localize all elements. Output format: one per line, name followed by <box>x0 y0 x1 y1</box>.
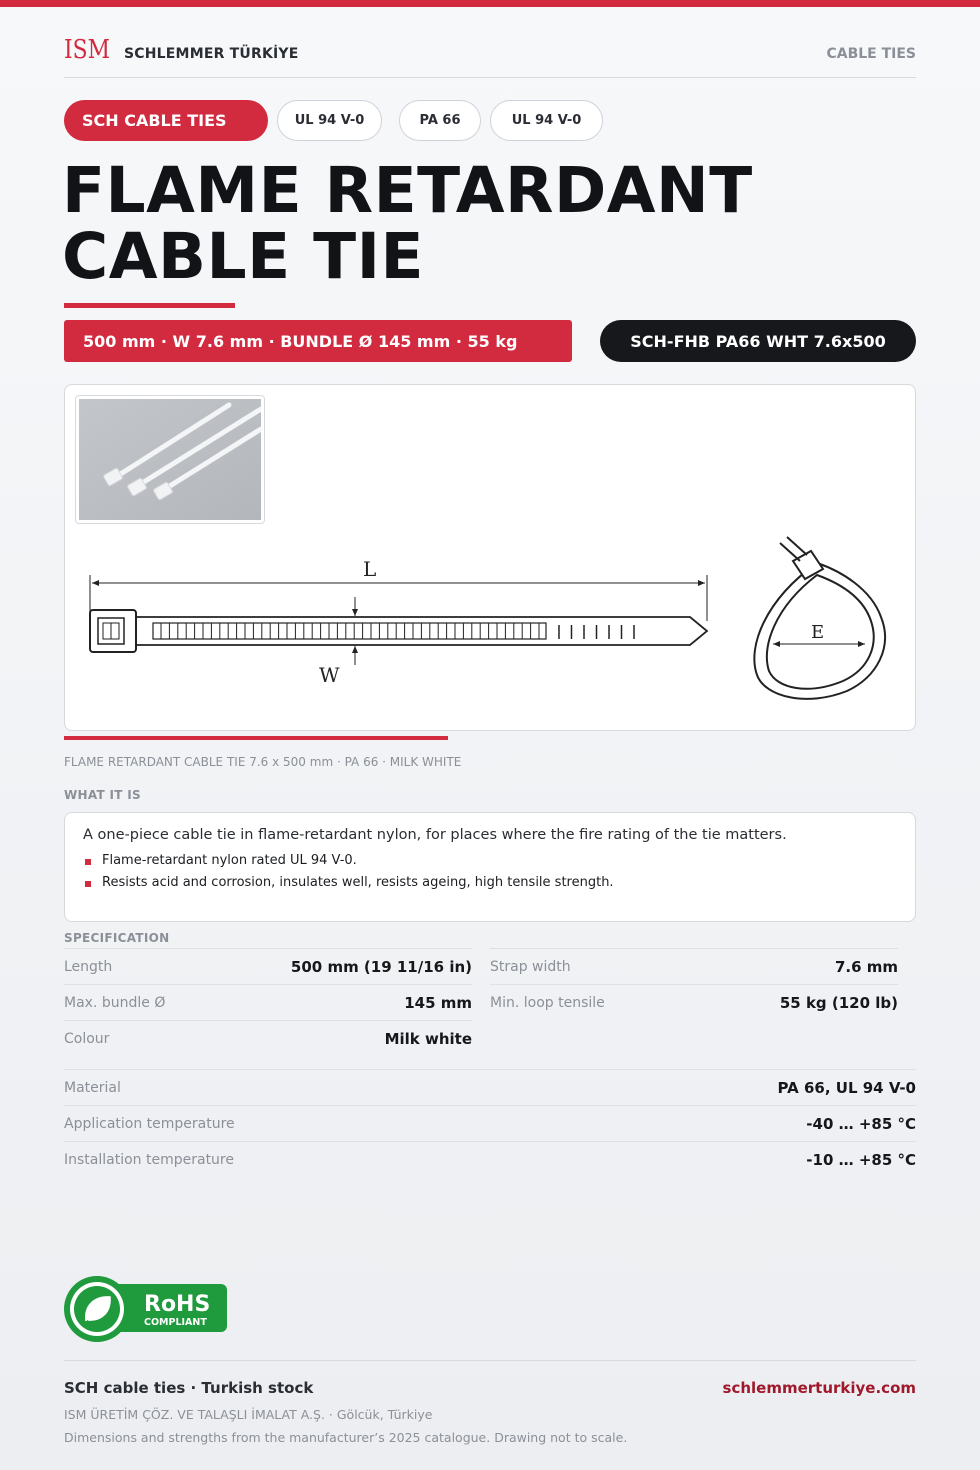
footer-product-line: SCH cable ties · Turkish stock <box>64 1379 314 1397</box>
spec-value: 145 mm <box>404 993 472 1012</box>
bundle-loop-icon <box>754 537 885 699</box>
spec-key: Application temperature <box>64 1115 235 1132</box>
spec-key: Min. loop tensile <box>490 994 605 1011</box>
spec-row-tensile <box>490 984 898 1020</box>
spec-row-bundle <box>64 984 472 1020</box>
tag-rating: UL 94 V-0 <box>277 100 382 141</box>
ism-logo-icon <box>64 28 114 66</box>
title-line-2: CABLE TIE <box>62 220 425 293</box>
spec-key: Strap width <box>490 958 571 975</box>
rohs-subtitle: COMPLIANT <box>144 1317 207 1328</box>
spec-key: Length <box>64 958 113 975</box>
spec-row-material <box>64 1069 916 1105</box>
description-lead: A one-piece cable tie in flame-retardant nylon, for places where the fire rating of the tie matters. <box>83 827 787 843</box>
tag-rating-2: UL 94 V-0 <box>490 100 603 141</box>
rohs-badge <box>64 1276 230 1342</box>
spec-key: Colour <box>64 1030 110 1047</box>
footer-website-link[interactable]: schlemmerturkiye.com <box>722 1379 916 1397</box>
figure-underline <box>64 736 448 740</box>
length-label: L <box>363 557 377 581</box>
tie-head-icon <box>90 610 136 652</box>
spec-value: 7.6 mm <box>834 957 898 976</box>
spec-value: 55 kg (120 lb) <box>779 993 898 1012</box>
spec-value: -10 … +85 °C <box>806 1150 916 1169</box>
feature-item: Flame-retardant nylon rated UL 94 V-0. <box>83 853 897 868</box>
feature-item: Resists acid and corrosion, insulates well, resists ageing, high tensile strength. <box>83 875 897 890</box>
page-footer <box>64 1360 916 1445</box>
width-label: W <box>319 663 340 687</box>
specification-heading: SPECIFICATION <box>64 931 170 945</box>
spec-value: 500 mm (19 11/16 in) <box>290 957 472 976</box>
logo-text: ISM <box>64 35 110 65</box>
spec-row-install-temp <box>64 1141 916 1177</box>
feature-list <box>83 853 897 890</box>
spec-row-app-temp <box>64 1105 916 1141</box>
rohs-title: RoHS <box>144 1292 211 1317</box>
spec-row-length <box>64 948 472 984</box>
product-code-badge: SCH-FHB PA66 WHT 7.6x500 <box>600 320 916 362</box>
spec-key: Material <box>64 1079 121 1096</box>
series-badge: SCH CABLE TIES <box>64 100 268 141</box>
figure-caption: FLAME RETARDANT CABLE TIE 7.6 x 500 mm · PA 66 · MILK WHITE <box>64 755 462 769</box>
spec-value: Milk white <box>384 1029 472 1048</box>
footer-company: ISM ÜRETİM ÇÖZ. VE TALAŞLI İMALAT A.Ş. · Gölcük, Türkiye <box>64 1407 433 1422</box>
description-card <box>64 812 916 922</box>
summary-bar: 500 mm · W 7.6 mm · BUNDLE Ø 145 mm · 55 kg <box>64 320 572 362</box>
top-accent-bar <box>0 0 980 7</box>
bundle-label: E <box>811 622 825 643</box>
spec-value: PA 66, UL 94 V-0 <box>777 1078 916 1097</box>
section-label: CABLE TIES <box>826 46 916 62</box>
spec-row-colour <box>64 1020 472 1056</box>
length-dimension <box>90 575 707 621</box>
spec-value: -40 … +85 °C <box>806 1114 916 1133</box>
spec-row-strap-width <box>490 948 898 984</box>
footer-note: Dimensions and strengths from the manufacturer’s 2025 catalogue. Drawing not to scale. <box>64 1430 628 1445</box>
title-line-1: FLAME RETARDANT <box>62 154 753 227</box>
tag-material: PA 66 <box>399 100 481 141</box>
spec-key: Installation temperature <box>64 1151 234 1168</box>
technical-drawing <box>65 385 917 732</box>
page-title <box>62 154 753 293</box>
title-underline <box>64 303 235 308</box>
what-it-is-heading: WHAT IT IS <box>64 788 141 802</box>
spec-key: Max. bundle Ø <box>64 994 166 1011</box>
page-header <box>64 28 916 78</box>
product-figure <box>64 384 916 731</box>
brand-name: SCHLEMMER TÜRKİYE <box>124 46 299 62</box>
